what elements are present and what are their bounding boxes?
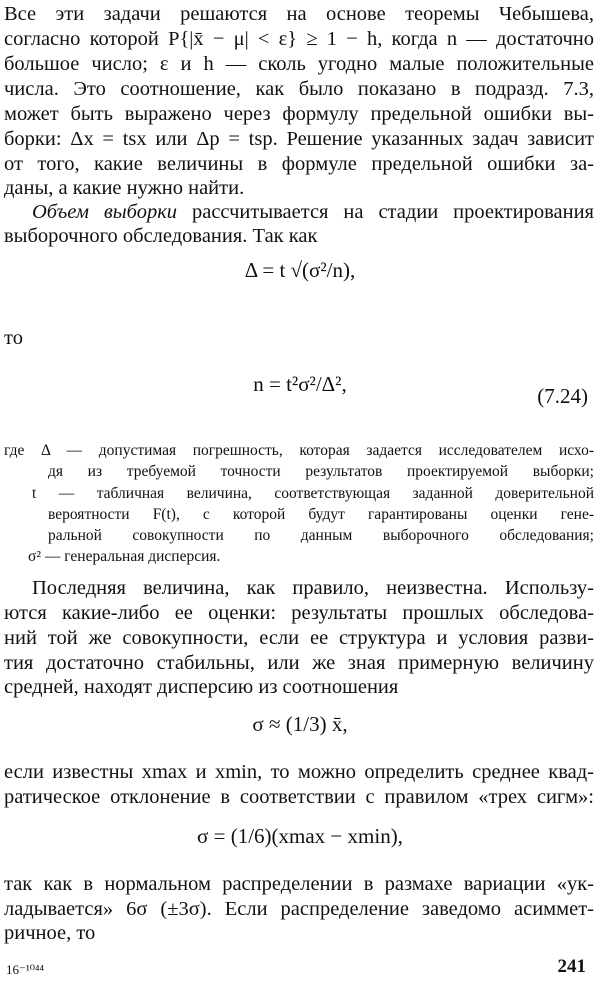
text-line: Все эти задачи решаются на основе теоремы Чебышева, bbox=[4, 3, 594, 25]
text-line: тия достаточно стабильны, или же зная примерную величину bbox=[4, 652, 594, 674]
text-line: выборочного обследования. Так как bbox=[4, 225, 318, 247]
text-line bbox=[4, 200, 594, 224]
where-line: ральной совокупности по данным выборочного обследования; bbox=[48, 527, 594, 544]
text-word: то bbox=[4, 327, 23, 349]
where-line: t — табличная величина, соответствующая заданной доверительной bbox=[32, 485, 594, 502]
text-line: борки: Δx = tsx или Δp = tsp. Решение указанных задач зависит bbox=[4, 128, 594, 150]
text-line: ратическое отклонение в соответствии с правилом «трех сигм»: bbox=[4, 786, 594, 808]
equation-number: (7.24) bbox=[537, 384, 588, 408]
text-span: рассчитывается на стадии проектирования bbox=[177, 201, 594, 223]
text-line: может быть выражено через формулу предельной ошибки вы- bbox=[4, 103, 594, 125]
text-line: ний той же совокупности, если ее структура и условия разви- bbox=[4, 627, 594, 649]
formula-sample-size: n = t²σ²/Δ², bbox=[253, 372, 347, 396]
where-line: где Δ — допустимая погрешность, которая задается исследователем исхо- bbox=[4, 442, 594, 459]
text-line: согласно которой P{|x̄ − μ| < ε} ≥ 1 − h, когда n — достаточно bbox=[4, 28, 594, 50]
where-line: вероятности F(t), с которой будут гарантированы оценки гене- bbox=[48, 506, 594, 523]
where-line: σ² — генеральная дисперсия. bbox=[28, 548, 221, 565]
page-number: 241 bbox=[557, 956, 586, 977]
text-line: так как в нормальном распределении в размахе вариации «ук- bbox=[4, 873, 594, 895]
text-line bbox=[4, 576, 594, 600]
italic-term: Объем выборки bbox=[32, 201, 178, 223]
text-line: средней, находят дисперсию из соотношения bbox=[4, 676, 399, 698]
text-line: от того, какие величины в формуле предельной ошибки за- bbox=[4, 153, 594, 175]
text-line: если известны xmax и xmin, то можно определить среднее квад- bbox=[4, 761, 594, 783]
text-span: Последняя величина, как правило, неизвестна. Использу- bbox=[32, 577, 594, 599]
text-line: числа. Это соотношение, как было показано в подразд. 7.3, bbox=[4, 78, 594, 100]
signature-mark: 16⁻¹⁰⁴⁴ bbox=[6, 962, 45, 977]
text-line: ются какие-либо ее оценки: результаты прошлых обследова- bbox=[4, 602, 594, 624]
text-line: ладывается» 6σ (±3σ). Если распределение заведомо асиммет- bbox=[4, 898, 594, 920]
formula-delta: Δ = t √(σ²/n), bbox=[244, 258, 356, 282]
text-line: даны, а какие нужно найти. bbox=[4, 177, 245, 199]
text-line: ричное, то bbox=[4, 922, 96, 944]
text-line: большое число; ε и h — сколь угодно малые положительные bbox=[4, 53, 594, 75]
where-line: дя из требуемой точности результатов проектируемой выборки; bbox=[48, 463, 594, 480]
formula-sigma-estimate: σ ≈ (1/3) x̄, bbox=[252, 712, 348, 736]
formula-three-sigma: σ = (1/6)(xmax − xmin), bbox=[197, 824, 403, 848]
